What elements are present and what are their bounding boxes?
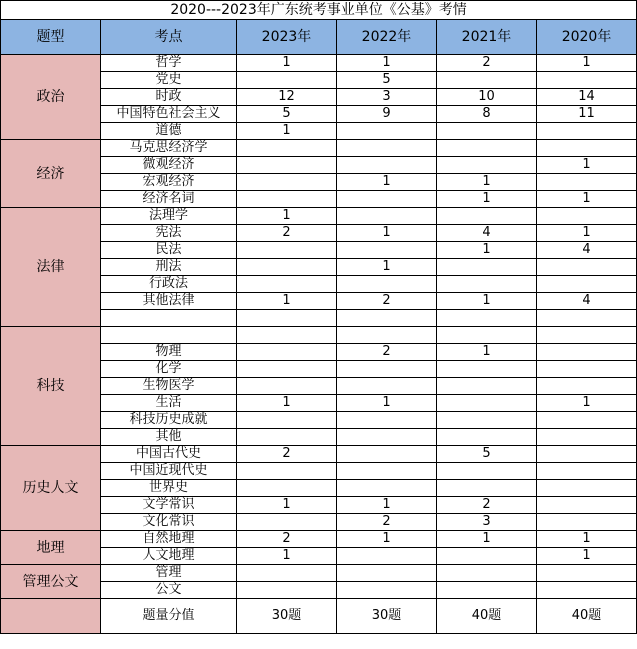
count-cell-2021 [437, 548, 537, 565]
count-cell-2020 [537, 582, 637, 599]
count-cell-2020: 1 [537, 225, 637, 242]
count-cell-2022 [337, 310, 437, 327]
category-cell: 政治 [1, 55, 101, 140]
count-cell-2020 [537, 276, 637, 293]
count-cell-2020: 1 [537, 531, 637, 548]
count-cell-2023: 1 [237, 497, 337, 514]
count-cell-2020 [537, 310, 637, 327]
footer-row [1, 599, 637, 634]
count-cell-2023 [237, 276, 337, 293]
header-category: 题型 [1, 20, 101, 55]
count-cell-2022: 3 [337, 89, 437, 106]
topic-cell: 生物医学 [101, 378, 237, 395]
count-cell-2020 [537, 565, 637, 582]
count-cell-2021 [437, 276, 537, 293]
footer-category-cell [1, 599, 101, 634]
count-cell-2021: 1 [437, 293, 537, 310]
count-cell-2020: 14 [537, 89, 637, 106]
topic-cell [101, 327, 237, 344]
count-cell-2023 [237, 565, 337, 582]
count-cell-2023 [237, 378, 337, 395]
topic-cell: 时政 [101, 89, 237, 106]
footer-label: 题量分值 [101, 599, 237, 634]
count-cell-2021: 1 [437, 531, 537, 548]
count-cell-2022: 1 [337, 225, 437, 242]
count-cell-2022 [337, 565, 437, 582]
count-cell-2020 [537, 514, 637, 531]
count-cell-2021 [437, 361, 537, 378]
count-cell-2021 [437, 72, 537, 89]
count-cell-2021 [437, 208, 537, 225]
count-cell-2023 [237, 429, 337, 446]
count-cell-2020: 1 [537, 191, 637, 208]
category-cell: 历史人文 [1, 446, 101, 531]
count-cell-2023 [237, 174, 337, 191]
count-cell-2023: 1 [237, 123, 337, 140]
count-cell-2023 [237, 140, 337, 157]
category-cell: 地理 [1, 531, 101, 565]
count-cell-2020 [537, 123, 637, 140]
count-cell-2021: 1 [437, 191, 537, 208]
topic-cell: 其他法律 [101, 293, 237, 310]
count-cell-2022 [337, 412, 437, 429]
topic-cell: 民法 [101, 242, 237, 259]
count-cell-2023 [237, 72, 337, 89]
count-cell-2023 [237, 412, 337, 429]
count-cell-2020 [537, 72, 637, 89]
topic-cell: 宪法 [101, 225, 237, 242]
category-cell: 管理公文 [1, 565, 101, 599]
footer-total-2020: 40题 [537, 599, 637, 634]
count-cell-2023 [237, 480, 337, 497]
category-cell: 经济 [1, 140, 101, 208]
count-cell-2023 [237, 344, 337, 361]
count-cell-2020 [537, 429, 637, 446]
topic-cell: 其他 [101, 429, 237, 446]
count-cell-2022: 5 [337, 72, 437, 89]
count-cell-2021: 3 [437, 514, 537, 531]
topic-cell: 刑法 [101, 259, 237, 276]
count-cell-2022 [337, 242, 437, 259]
count-cell-2023 [237, 361, 337, 378]
count-cell-2022 [337, 208, 437, 225]
count-cell-2020: 1 [537, 157, 637, 174]
count-cell-2020 [537, 327, 637, 344]
count-cell-2022: 1 [337, 531, 437, 548]
count-cell-2022 [337, 446, 437, 463]
count-cell-2022: 1 [337, 259, 437, 276]
count-cell-2023: 1 [237, 208, 337, 225]
topic-cell: 法理学 [101, 208, 237, 225]
table-row [1, 565, 637, 582]
count-cell-2021 [437, 140, 537, 157]
header-2023: 2023年 [237, 20, 337, 55]
count-cell-2021 [437, 378, 537, 395]
count-cell-2022 [337, 480, 437, 497]
topic-cell: 管理 [101, 565, 237, 582]
footer-total-2022: 30题 [337, 599, 437, 634]
count-cell-2020 [537, 174, 637, 191]
count-cell-2023 [237, 310, 337, 327]
count-cell-2021 [437, 123, 537, 140]
count-cell-2021 [437, 259, 537, 276]
topic-cell: 生活 [101, 395, 237, 412]
header-row [1, 20, 637, 55]
count-cell-2023: 1 [237, 548, 337, 565]
count-cell-2023 [237, 514, 337, 531]
count-cell-2021 [437, 310, 537, 327]
topic-cell: 哲学 [101, 55, 237, 72]
table-row [1, 446, 637, 463]
count-cell-2020 [537, 497, 637, 514]
count-cell-2023 [237, 242, 337, 259]
topic-cell: 科技历史成就 [101, 412, 237, 429]
topic-cell: 马克思经济学 [101, 140, 237, 157]
count-cell-2021 [437, 565, 537, 582]
count-cell-2022 [337, 548, 437, 565]
count-cell-2022 [337, 361, 437, 378]
title-row [1, 1, 637, 20]
count-cell-2021: 1 [437, 242, 537, 259]
footer-total-2021: 40题 [437, 599, 537, 634]
count-cell-2021 [437, 463, 537, 480]
table-row [1, 531, 637, 548]
count-cell-2021: 8 [437, 106, 537, 123]
count-cell-2022: 1 [337, 497, 437, 514]
topic-cell: 微观经济 [101, 157, 237, 174]
count-cell-2020: 1 [537, 55, 637, 72]
count-cell-2021: 2 [437, 497, 537, 514]
count-cell-2022 [337, 123, 437, 140]
header-2021: 2021年 [437, 20, 537, 55]
count-cell-2021 [437, 582, 537, 599]
count-cell-2023 [237, 582, 337, 599]
table-title: 2020---2023年广东统考事业单位《公基》考情 [1, 1, 637, 20]
count-cell-2022: 2 [337, 344, 437, 361]
count-cell-2022 [337, 191, 437, 208]
count-cell-2023: 1 [237, 395, 337, 412]
count-cell-2022 [337, 276, 437, 293]
topic-cell: 文学常识 [101, 497, 237, 514]
count-cell-2020 [537, 480, 637, 497]
count-cell-2022: 1 [337, 395, 437, 412]
count-cell-2023 [237, 157, 337, 174]
topic-cell: 宏观经济 [101, 174, 237, 191]
count-cell-2022: 1 [337, 55, 437, 72]
header-topic: 考点 [101, 20, 237, 55]
count-cell-2020: 1 [537, 395, 637, 412]
count-cell-2023: 1 [237, 293, 337, 310]
count-cell-2021: 4 [437, 225, 537, 242]
count-cell-2021: 5 [437, 446, 537, 463]
count-cell-2023 [237, 259, 337, 276]
count-cell-2022: 2 [337, 514, 437, 531]
topic-cell: 自然地理 [101, 531, 237, 548]
footer-total-2023: 30题 [237, 599, 337, 634]
count-cell-2022 [337, 429, 437, 446]
count-cell-2020: 11 [537, 106, 637, 123]
topic-cell: 人文地理 [101, 548, 237, 565]
count-cell-2020 [537, 412, 637, 429]
count-cell-2021: 1 [437, 344, 537, 361]
count-cell-2022 [337, 378, 437, 395]
topic-cell: 行政法 [101, 276, 237, 293]
count-cell-2020 [537, 344, 637, 361]
count-cell-2022 [337, 463, 437, 480]
count-cell-2020: 4 [537, 242, 637, 259]
count-cell-2023: 12 [237, 89, 337, 106]
category-cell: 科技 [1, 327, 101, 446]
count-cell-2021 [437, 395, 537, 412]
table-row [1, 55, 637, 72]
count-cell-2023 [237, 327, 337, 344]
count-cell-2020 [537, 361, 637, 378]
topic-cell: 道德 [101, 123, 237, 140]
count-cell-2023: 2 [237, 446, 337, 463]
count-cell-2021: 2 [437, 55, 537, 72]
count-cell-2021 [437, 412, 537, 429]
count-cell-2020 [537, 140, 637, 157]
topic-cell: 公文 [101, 582, 237, 599]
count-cell-2020 [537, 259, 637, 276]
count-cell-2023: 5 [237, 106, 337, 123]
count-cell-2023 [237, 191, 337, 208]
count-cell-2021 [437, 157, 537, 174]
table-row [1, 208, 637, 225]
count-cell-2020: 1 [537, 548, 637, 565]
count-cell-2023: 1 [237, 55, 337, 72]
count-cell-2022 [337, 140, 437, 157]
topic-cell: 世界史 [101, 480, 237, 497]
count-cell-2022: 9 [337, 106, 437, 123]
topic-cell: 中国古代史 [101, 446, 237, 463]
topic-cell: 文化常识 [101, 514, 237, 531]
count-cell-2021 [437, 429, 537, 446]
topic-cell: 化学 [101, 361, 237, 378]
count-cell-2022 [337, 157, 437, 174]
count-cell-2021 [437, 327, 537, 344]
topic-cell: 中国特色社会主义 [101, 106, 237, 123]
header-2022: 2022年 [337, 20, 437, 55]
table-row [1, 327, 637, 344]
count-cell-2020 [537, 208, 637, 225]
category-cell: 法律 [1, 208, 101, 327]
count-cell-2021: 10 [437, 89, 537, 106]
topic-cell: 物理 [101, 344, 237, 361]
topic-cell: 经济名词 [101, 191, 237, 208]
count-cell-2023: 2 [237, 531, 337, 548]
count-cell-2020 [537, 463, 637, 480]
topic-cell: 中国近现代史 [101, 463, 237, 480]
count-cell-2023: 2 [237, 225, 337, 242]
topic-cell [101, 310, 237, 327]
count-cell-2022 [337, 327, 437, 344]
count-cell-2020: 4 [537, 293, 637, 310]
topic-cell: 党史 [101, 72, 237, 89]
count-cell-2023 [237, 463, 337, 480]
count-cell-2020 [537, 378, 637, 395]
count-cell-2020 [537, 446, 637, 463]
count-cell-2022: 2 [337, 293, 437, 310]
table-row [1, 140, 637, 157]
header-2020: 2020年 [537, 20, 637, 55]
count-cell-2022: 1 [337, 174, 437, 191]
count-cell-2021 [437, 480, 537, 497]
count-cell-2022 [337, 582, 437, 599]
count-cell-2021: 1 [437, 174, 537, 191]
